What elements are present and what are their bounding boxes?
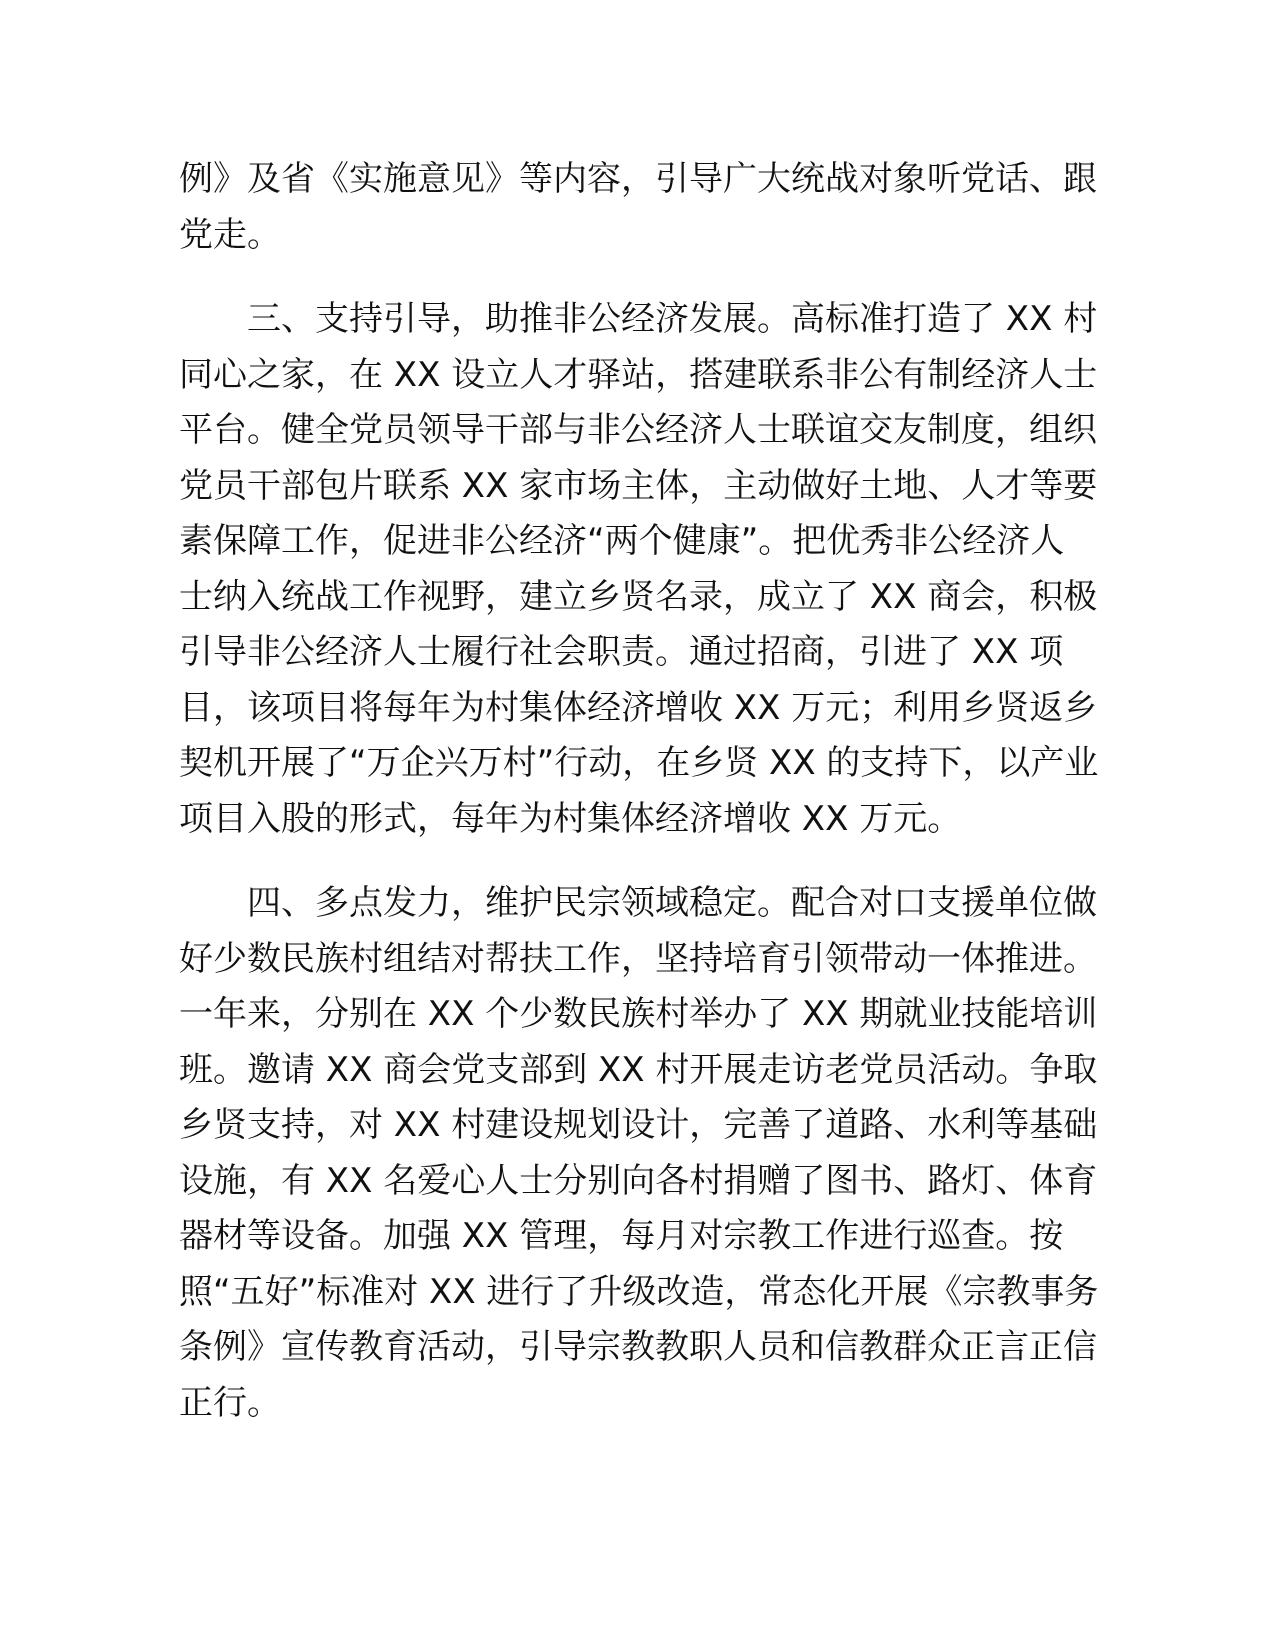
text-line: 条例》宣传教育活动，引导宗教教职人员和信教群众正言正信 [179,1327,1097,1367]
text-line: 乡贤支持，对 XX 村建设规划设计，完善了道路、水利等基础 [179,1105,1098,1145]
text-line: 党走。 [179,214,281,255]
paragraph-section-three [179,292,1099,847]
text-line: 士纳入统战工作视野，建立乡贤名录，成立了 XX 商会，积极 [179,576,1098,617]
text-line: 党员干部包片联系 XX 家市场主体，主动做好土地、人才等要 [179,465,1098,506]
text-line: 四、多点发力，维护民宗领域稳定。配合对口支援单位做 [247,883,1097,923]
text-line: 一年来，分别在 XX 个少数民族村举办了 XX 期就业技能培训 [179,994,1098,1034]
text-line: 班。邀请 XX 商会党支部到 XX 村开展走访老党员活动。争取 [179,1049,1098,1090]
text-line: 同心之家，在 XX 设立人才驿站，搭建联系非公有制经济人士 [179,354,1098,395]
text-line: 三、支持引导，助推非公经济发展。高标准打造了 XX 村 [247,299,1098,339]
text-line: 照“五好”标准对 XX 进行了升级改造，常态化开展《宗教事务 [179,1271,1099,1312]
text-line: 契机开展了“万企兴万村”行动，在乡贤 XX 的支持下，以产业 [179,743,1099,783]
paragraph-spacing [179,263,1044,292]
text-line: 器材等设备。加强 XX 管理，每月对宗教工作进行巡查。按 [179,1216,1064,1256]
text-line: 设施，有 XX 名爱心人士分别向各村捐赠了图书、路灯、体育 [179,1160,1098,1201]
text-line: 引导非公经济人士履行社会职责。通过招商，引进了 XX 项 [179,632,1064,672]
text-line: 正行。 [179,1382,281,1423]
text-line: 例》及省《实施意见》等内容，引导广大统战对象听党话、跟 [179,159,1097,199]
text-line: 项目入股的形式，每年为村集体经济增收 XX 万元。 [179,798,962,839]
text-line: 好少数民族村组结对帮扶工作，坚持培育引领带动一体推进。 [179,938,1097,979]
document-body [179,152,1099,1431]
paragraph-continuation [179,152,1097,263]
paragraph-spacing [179,847,1044,876]
text-line: 素保障工作，促进非公经济“两个健康”。把优秀非公经济人 [179,521,1065,561]
paragraph-section-four [179,876,1099,1431]
text-line: 目，该项目将每年为村集体经济增收 XX 万元；利用乡贤返乡 [179,687,1098,728]
text-line: 平台。健全党员领导干部与非公经济人士联谊交友制度，组织 [179,410,1097,450]
